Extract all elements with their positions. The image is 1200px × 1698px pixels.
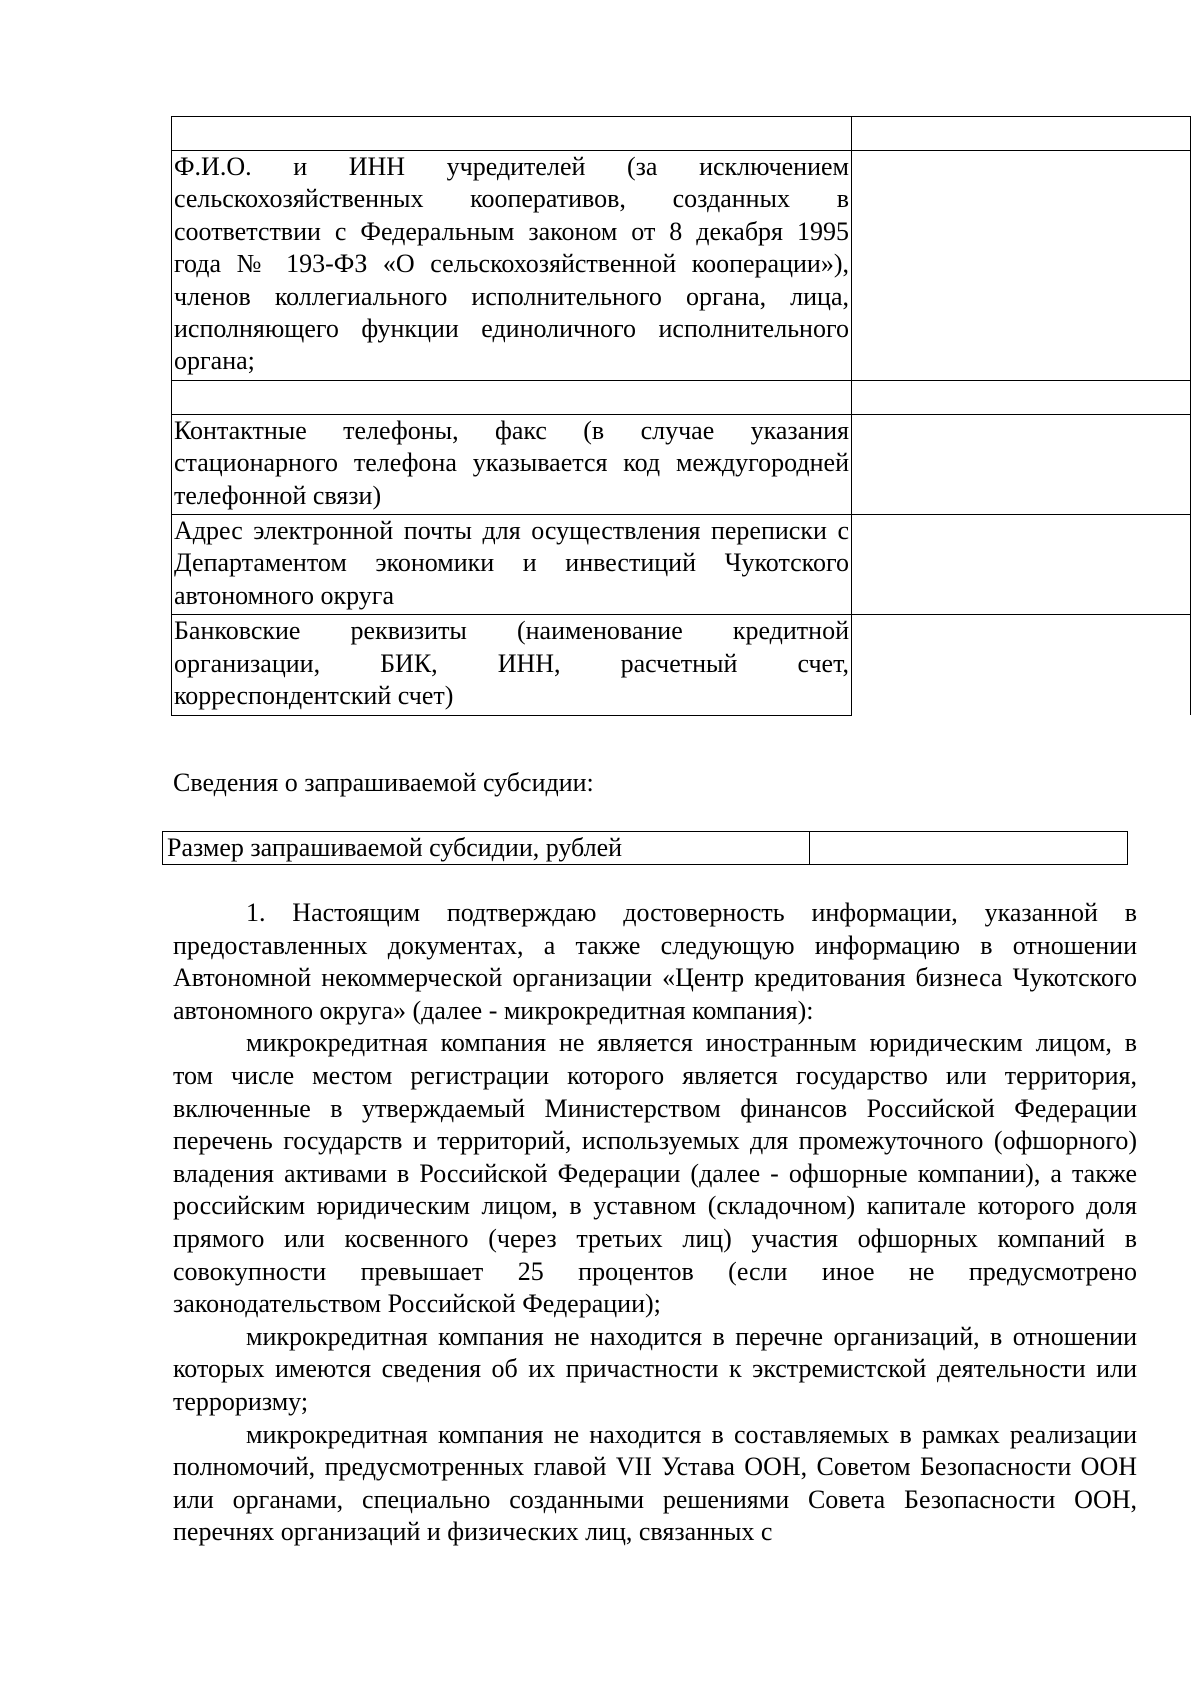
subsidy-amount-label: Размер запрашиваемой субсидии, рублей (163, 832, 810, 865)
declaration-text (173, 897, 1137, 1549)
empty-cell (852, 117, 1191, 151)
table-row (163, 832, 1128, 865)
phones-value[interactable] (852, 414, 1191, 514)
empty-cell (172, 117, 852, 151)
paragraph: микрокредитная компания не является иностранным юридическим лицом, в том числе местом регистрации которого является государство или территория, включенные в утверждаемый Министерством финансов Российской Федерации перечень государств и территорий, используемых для промежуточного (офшорного) владения активами в Российской Федерации (далее - офшорные компании), а также российским юридическим лицом, в уставном (складочном) капитале которого доля прямого или косвенного (через третьих лиц) участия офшорных компаний в совокупности превышает 25 процентов (если иное не предусмотрено законодательством Российской Федерации); (173, 1028, 1137, 1319)
email-label: Адрес электронной почты для осуществления переписки с Департаментом экономики и инвестиций Чукотского автономного округа (172, 515, 852, 615)
phones-label: Контактные телефоны, факс (в случае указания стационарного телефона указывается код междугородней телефонной связи) (172, 414, 852, 514)
founders-value[interactable] (852, 151, 1191, 381)
empty-cell (172, 380, 852, 414)
table-row (172, 151, 1191, 381)
subsidy-section-title: Сведения о запрашиваемой субсидии: (173, 768, 594, 797)
paragraph: 1. Настоящим подтверждаю достоверность информации, указанной в предоставленных документах, а также следующую информацию в отношении Автономной некоммерческой организации «Центр кредитования бизнеса Чукотского автономного округа» (далее - микрокредитная компания): (173, 898, 1137, 1025)
table-row (172, 615, 1191, 715)
bank-value[interactable] (852, 615, 1191, 715)
table-row (172, 515, 1191, 615)
subsidy-table (162, 831, 1128, 865)
subsidy-amount-value[interactable] (810, 832, 1128, 865)
bank-label: Банковские реквизиты (наименование кредитной организации, БИК, ИНН, расчетный счет, корреспондентский счет) (172, 615, 852, 715)
email-value[interactable] (852, 515, 1191, 615)
table-row (172, 380, 1191, 414)
paragraph: микрокредитная компания не находится в составляемых в рамках реализации полномочий, предусмотренных главой VII Устава ООН, Советом Безопасности ООН или органами, специально созданными решениями Совета Безопасности ООН, перечнях организаций и физических лиц, связанных с (173, 1419, 1137, 1547)
table-row (172, 117, 1191, 151)
table-row (172, 414, 1191, 514)
empty-cell (852, 380, 1191, 414)
applicant-info-table (171, 116, 1191, 716)
founders-label: Ф.И.О. и ИНН учредителей (за исключением сельскохозяйственных кооперативов, созданных в соответствии с Федеральным законом от 8 декабря 1995 года № 193-ФЗ «О сельскохозяйственной кооперации»), членов коллегиального исполнительного органа, лица, исполняющего функции единоличного исполнительного органа; (172, 151, 852, 381)
paragraph: микрокредитная компания не находится в перечне организаций, в отношении которых имеются сведения об их причастности к экстремистской деятельности или терроризму; (173, 1321, 1137, 1416)
